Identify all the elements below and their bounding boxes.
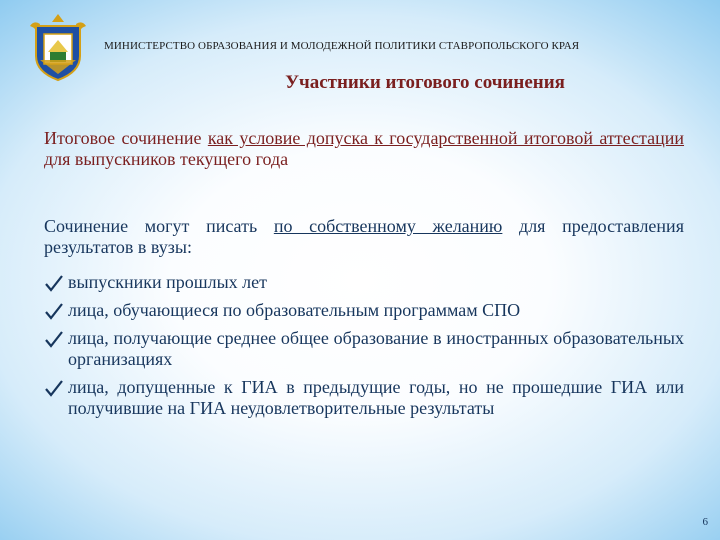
ministry-name: МИНИСТЕРСТВО ОБРАЗОВАНИЯ И МОЛОДЕЖНОЙ ПОЛИТИКИ СТАВРОПОЛЬСКОГО КРАЯ [104,40,580,52]
list-item-text: лица, допущенные к ГИА в предыдущие годы, но не прошедшие ГИА или получившие на ГИА неудовлетворительные результаты [68,377,684,418]
checkmark-icon [44,329,64,349]
list-item-text: выпускники прошлых лет [68,272,268,292]
page-number: 6 [702,516,708,528]
intro-text-underlined: как условие допуска к государственной итоговой аттестации [207,128,685,148]
voluntary-text-3: для предоставления результатов в вузы: [44,216,684,257]
list-item-text: лица, обучающиеся по образовательным программам СПО [68,300,521,320]
list-item [44,328,684,370]
intro-text-3: для выпускников текущего года [44,149,289,169]
checkmark-icon [44,378,64,398]
intro-paragraph [44,128,684,170]
voluntary-paragraph [44,216,684,258]
page-title: Участники итогового сочинения [285,72,565,93]
intro-text-1: Итоговое сочинение [44,128,208,148]
voluntary-text-underlined: по собственному желанию [273,216,503,236]
list-item [44,272,684,293]
list-item-text: лица, получающие среднее общее образование в иностранных образовательных организациях [68,328,684,369]
list-item [44,377,684,419]
participants-list [44,272,684,426]
checkmark-icon [44,273,64,293]
checkmark-icon [44,301,64,321]
voluntary-text-1: Сочинение могут писать [44,216,274,236]
list-item [44,300,684,321]
